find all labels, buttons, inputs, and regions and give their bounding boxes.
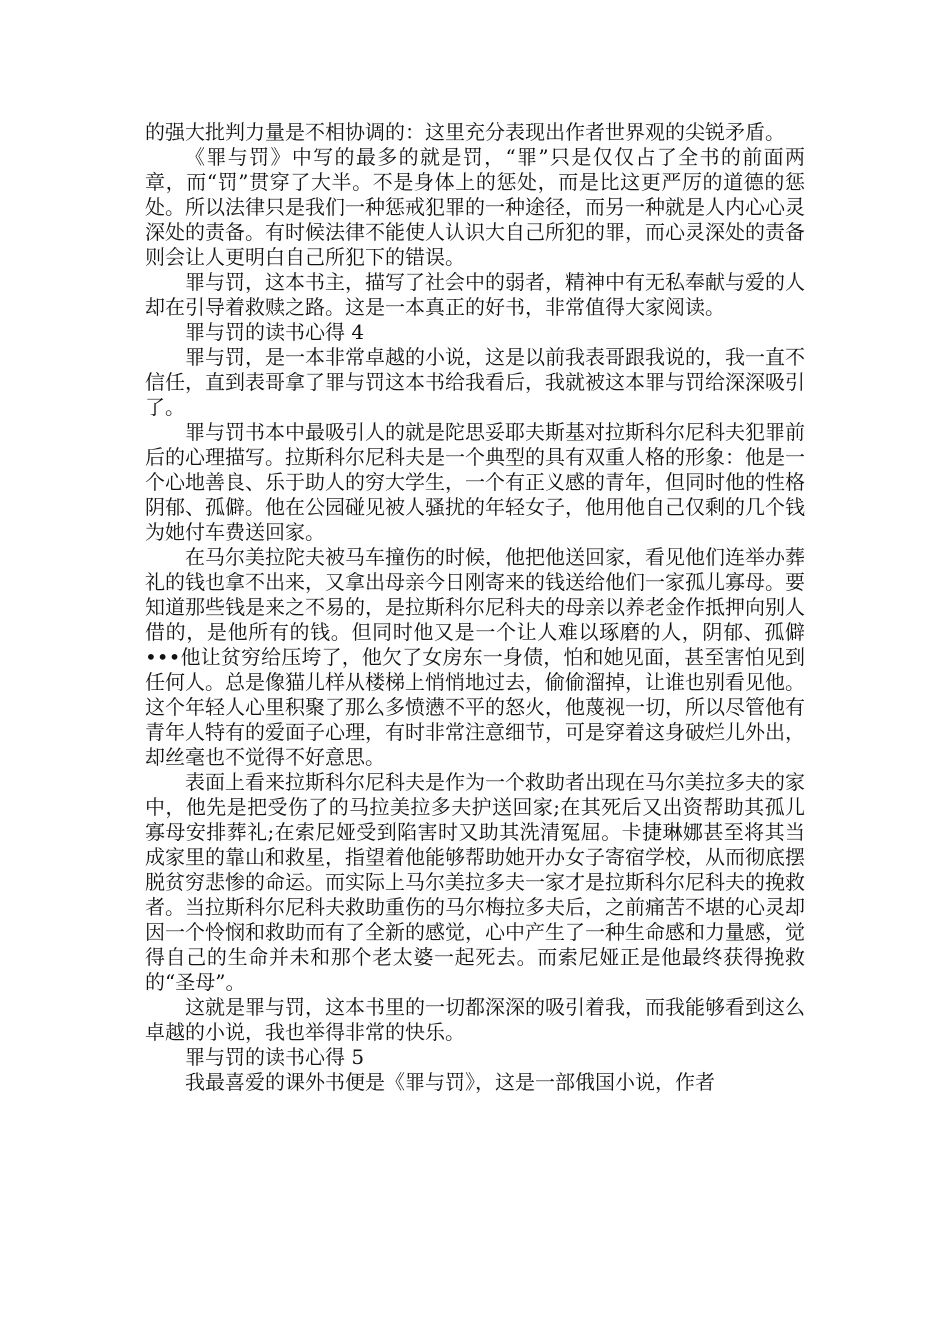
paragraph: 表面上看来拉斯科尔尼科夫是作为一个救助者出现在马尔美拉多夫的家中，他先是把受伤了的马拉美拉多夫护送回家;在其死后又出资帮助其孤儿寡母安排葬礼;在索尼娅受到陷害时又助其洗清冤屈。卡捷琳娜甚至将其当成家里的靠山和救星，指望着他能够帮助她开办女子寄宿学校，从而彻底摆脱贫穷悲惨的命运。而实际上马尔美拉多夫一家才是拉斯科尔尼科夫的挽救者。当拉斯科尔尼科夫救助重伤的马尔梅拉多夫后，之前痛苦不堪的心灵却因一个怜悯和救助而有了全新的感觉，心中产生了一种生命感和力量感，觉得自己的生命并未和那个老太婆一起死去。而索尼娅正是他最终获得挽救的“圣母”。 — [145, 770, 805, 994]
paragraph: 的强大批判力量是不相协调的：这里充分表现出作者世界观的尖锐矛盾。 — [145, 120, 785, 144]
section-heading: 罪与罚的读书心得 5 — [185, 1045, 365, 1069]
paragraph: 罪与罚，这本书主，描写了社会中的弱者，精神中有无私奉献与爱的人却在引导着救赎之路。这是一本真正的好书，非常值得大家阅读。 — [145, 270, 805, 319]
paragraph: 《罪与罚》中写的最多的就是罚，“罪”只是仅仅占了全书的前面两章，而“罚”贯穿了大半。不是身体上的惩处，而是比这更严厉的道德的惩处。所以法律只是我们一种惩戒犯罪的一种途径，而另一种就是人内心心灵深处的责备。有时候法律不能使人认识大自己所犯的罪，而心灵深处的责备则会让人更明白自己所犯下的错误。 — [145, 145, 805, 269]
paragraph: 这就是罪与罚，这本书里的一切都深深的吸引着我，而我能够看到这么卓越的小说，我也举得非常的快乐。 — [145, 995, 805, 1044]
paragraph: 我最喜爱的课外书便是《罪与罚》，这是一部俄国小说，作者 — [185, 1070, 715, 1094]
paragraph: 罪与罚，是一本非常卓越的小说，这是以前我表哥跟我说的，我一直不信任，直到表哥拿了罪与罚这本书给我看后，我就被这本罪与罚给深深吸引了。 — [145, 345, 805, 419]
paragraph: 在马尔美拉陀夫被马车撞伤的时候，他把他送回家，看见他们连举办葬礼的钱也拿不出来，又拿出母亲今日刚寄来的钱送给他们一家孤儿寡母。要知道那些钱是来之不易的，是拉斯科尔尼科夫的母亲以养老金作抵押向别人借的，是他所有的钱。但同时他又是一个让人难以琢磨的人，阴郁、孤僻•••他让贫穷给压垮了，他欠了女房东一身债，怕和她见面，甚至害怕见到任何人。总是像猫儿样从楼梯上悄悄地过去，偷偷溜掉，让谁也别看见他。这个年轻人心里积聚了那么多愤懑不平的怒火，他蔑视一切，所以尽管他有青年人特有的爱面子心理，有时非常注意细节，可是穿着这身破烂儿外出，却丝毫也不觉得不好意思。 — [145, 545, 805, 769]
paragraph: 罪与罚书本中最吸引人的就是陀思妥耶夫斯基对拉斯科尔尼科夫犯罪前后的心理描写。拉斯科尔尼科夫是一个典型的具有双重人格的形象：他是一个心地善良、乐于助人的穷大学生，一个有正义感的青年，但同时他的性格阴郁、孤僻。他在公园碰见被人骚扰的年轻女子，他用他自己仅剩的几个钱为她付车费送回家。 — [145, 420, 805, 544]
document-page — [145, 120, 805, 1095]
section-heading: 罪与罚的读书心得 4 — [185, 320, 365, 344]
